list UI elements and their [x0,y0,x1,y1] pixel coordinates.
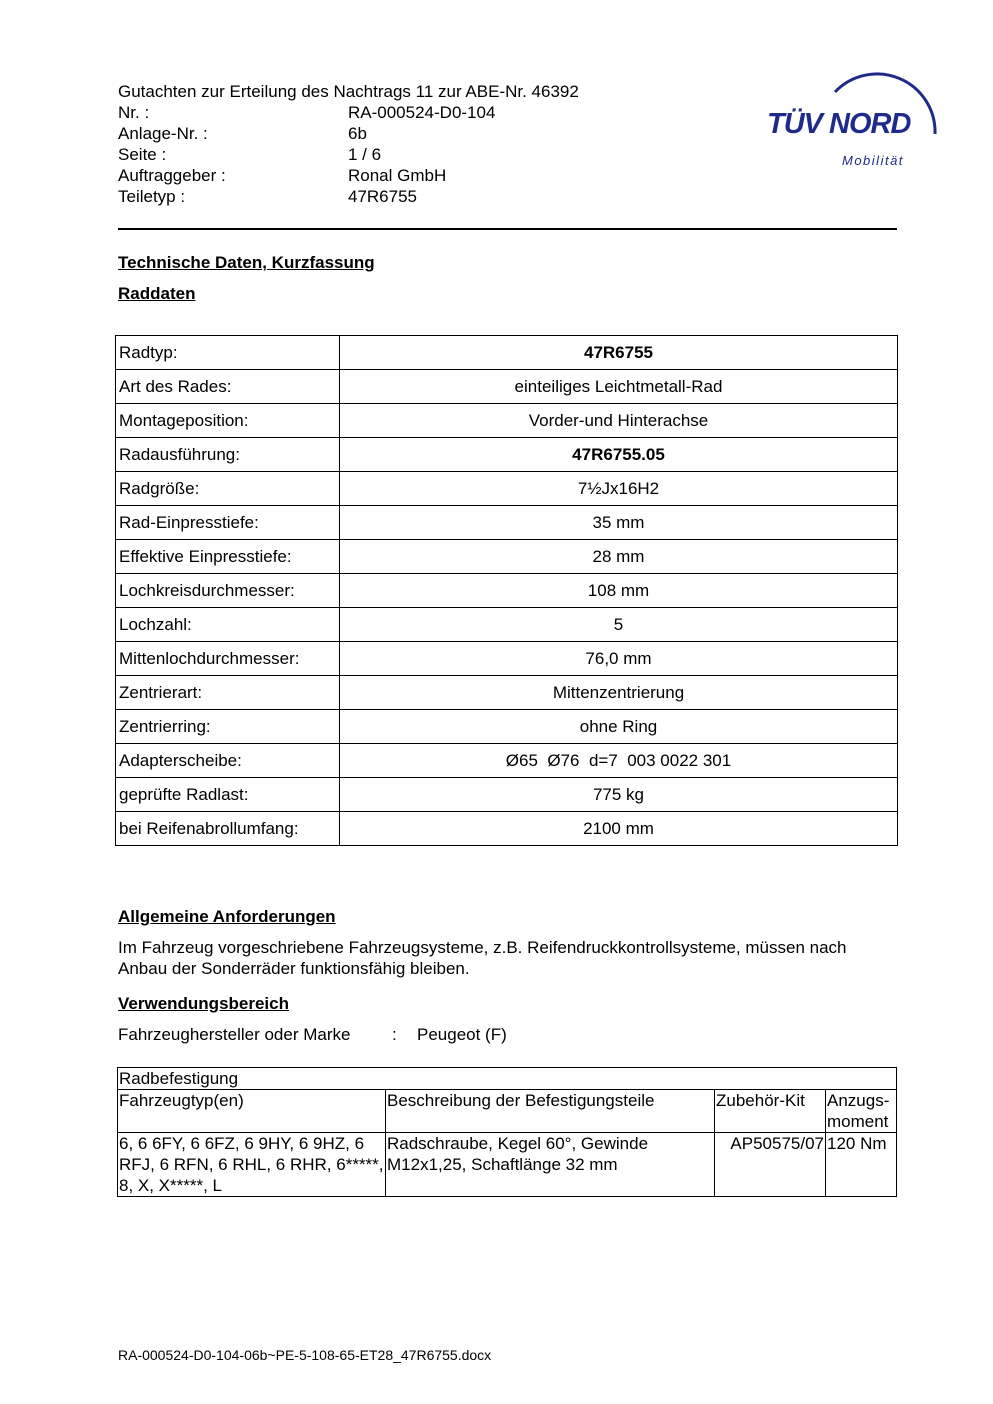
meta-key: Auftraggeber : [118,166,226,185]
row-value: 5 [340,608,898,642]
section-title-allgemein: Allgemeine Anforderungen [118,907,336,926]
row-label: Lochzahl: [116,608,340,642]
header-cell: Fahrzeugtyp(en) [118,1090,386,1133]
meta-row-seite [118,144,495,165]
row-value: 35 mm [340,506,898,540]
meta-row-nr [118,102,495,123]
row-label: bei Reifenabrollumfang: [116,812,340,846]
logo-subtitle: Mobilität [842,153,904,168]
meta-key: Seite : [118,145,167,164]
row-label: geprüfte Radlast: [116,778,340,812]
row-value: 108 mm [340,574,898,608]
meta-row-auftraggeber [118,165,495,186]
table-row [116,812,898,846]
row-value: 2100 mm [340,812,898,846]
manufacturer-label: Fahrzeughersteller oder Marke [118,1025,351,1044]
kit-cell: AP50575/07 [715,1133,826,1197]
allgemein-paragraph: Im Fahrzeug vorgeschriebene Fahrzeugsysteme, z.B. Reifendruckkontrollsysteme, müssen nach Anbau der Sonderräder funktionsfähig bleiben. [118,938,847,978]
report-title: Gutachten zur Erteilung des Nachtrags 11 zur ABE-Nr. 46392 [118,82,579,101]
befestigung-title: Radbefestigung [118,1068,897,1090]
meta-value: 1 / 6 [348,145,382,164]
table-row [116,370,898,404]
row-value: Ø65 Ø76 d=7 003 0022 301 [340,744,898,778]
befestigung-table [117,1067,897,1197]
header-cell: Anzugs- moment [826,1090,897,1133]
row-label: Radausführung: [116,438,340,472]
header-meta [118,102,495,207]
row-label: Lochkreisdurchmesser: [116,574,340,608]
table-row [116,336,898,370]
table-row [116,540,898,574]
torque-cell: 120 Nm [826,1133,897,1197]
section-title-verwendung: Verwendungsbereich [118,994,289,1013]
row-value: 76,0 mm [340,642,898,676]
table-row [116,744,898,778]
logo-wordmark: TÜV NORD [767,108,911,140]
header-cell: Beschreibung der Befestigungsteile [386,1090,715,1133]
table-row [116,438,898,472]
header-divider [118,228,897,230]
table-row [116,574,898,608]
table-row [116,710,898,744]
table-row [116,472,898,506]
row-value: einteiliges Leichtmetall-Rad [340,370,898,404]
table-row [118,1133,897,1197]
row-value: ohne Ring [340,710,898,744]
table-row [116,778,898,812]
tuv-nord-logo [765,56,945,176]
meta-row-anlage [118,123,495,144]
meta-value: Ronal GmbH [348,166,447,185]
table-row [116,642,898,676]
table-row [116,608,898,642]
vehicle-types-cell: 6, 6 6FY, 6 6FZ, 6 9HY, 6 9HZ, 6 RFJ, 6 RFN, 6 RHL, 6 RHR, 6*****, 8, X, X*****, L [119,1134,384,1195]
section-title-raddaten: Raddaten [118,284,196,303]
meta-value: 6b [348,124,367,143]
table-row [116,506,898,540]
row-value: 775 kg [340,778,898,812]
row-label: Effektive Einpresstiefe: [116,540,340,574]
table-row [116,676,898,710]
row-label: Zentrierring: [116,710,340,744]
row-label: Adapterscheibe: [116,744,340,778]
description-cell: Radschraube, Kegel 60°, Gewinde M12x1,25, Schaftlänge 32 mm [386,1133,715,1197]
row-label: Zentrierart: [116,676,340,710]
manufacturer-value: Peugeot (F) [417,1025,507,1044]
row-value: Mittenzentrierung [340,676,898,710]
row-value: 47R6755 [340,336,898,370]
row-label: Radtyp: [116,336,340,370]
row-label: Montageposition: [116,404,340,438]
meta-key: Teiletyp : [118,187,186,206]
header-cell: Zubehör-Kit [715,1090,826,1133]
table-header-row [118,1090,897,1133]
row-value: Vorder-und Hinterachse [340,404,898,438]
row-value: 7½Jx16H2 [340,472,898,506]
meta-key: Anlage-Nr. : [118,124,208,143]
meta-value: 47R6755 [348,187,418,206]
meta-key: Nr. : [118,103,150,122]
row-value: 28 mm [340,540,898,574]
table-row [116,404,898,438]
row-value: 47R6755.05 [340,438,898,472]
manufacturer-separator: : [392,1025,397,1044]
row-label: Art des Rades: [116,370,340,404]
row-label: Rad-Einpresstiefe: [116,506,340,540]
raddaten-table [115,335,898,846]
table-title-row [118,1068,897,1090]
meta-value: RA-000524-D0-104 [348,103,496,122]
row-label: Radgröße: [116,472,340,506]
manufacturer-line [118,1024,507,1045]
row-label: Mittenlochdurchmesser: [116,642,340,676]
section-title-tech: Technische Daten, Kurzfassung [118,253,375,272]
footer-filename: RA-000524-D0-104-06b~PE-5-108-65-ET28_47R6755.docx [118,1347,492,1363]
meta-row-teiletyp [118,186,495,207]
